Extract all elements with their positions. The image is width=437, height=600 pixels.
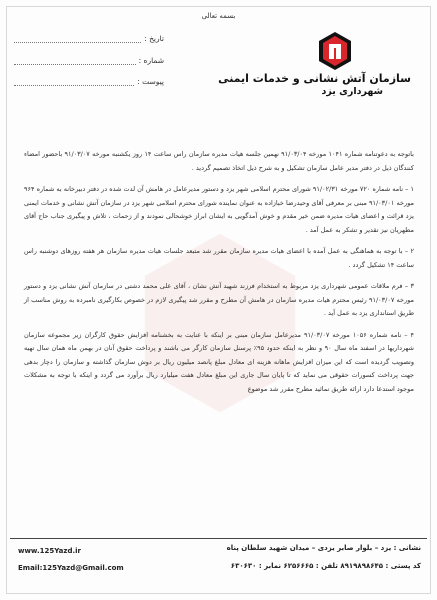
footer-email: Email:125Yazd@Gmail.com bbox=[18, 564, 124, 572]
footer-address: نشانی : یزد – بلوار صابر یزدی – میدان شهید سلطان پناه bbox=[226, 544, 421, 552]
body-paragraph-item-2: ۲ – با توجه به هماهنگی به عمل آمده با اعضای هیات مدیره سازمان مقرر شد متبعد جلسات هیات مدیره سازمان هر هفته روزهای دوشنبه راس ساعت ۱۴ تشکیل گردد . bbox=[24, 247, 414, 269]
number-line bbox=[14, 56, 136, 65]
attachment-label: پیوست : bbox=[137, 77, 164, 86]
fire-department-logo-icon bbox=[318, 32, 352, 70]
attachment-field bbox=[14, 77, 164, 86]
date-line bbox=[14, 34, 141, 43]
number-field bbox=[14, 56, 164, 65]
organization-name: سازمان آتش نشانی و خدمات ایمنی bbox=[218, 72, 411, 85]
footer-contact-codes: کد پستی : ۸۹۱۹۸۹۸۶۴۵ تلفن : ۶۲۵۶۶۶۵ نمابر : ۶۳۰۶۳۰ bbox=[230, 562, 421, 570]
footer-divider bbox=[10, 538, 427, 539]
number-label: شماره : bbox=[138, 56, 164, 65]
body-paragraph-intro: باتوجه به دعوتنامه شماره ۱۰۴۱ مورخه ۹۱/۰۳/۰۴ نهمین جلسه هیات مدیره سازمان راس ساعت ۱۴ روز یکشنبه مورخه ۹۱/۰۳/۰۷ باحضور امضاء کنندگان ذیل در دفتر مدیر عامل سازمان تشکیل و به شرح ذیل اتخاذ تصمیم گردید . bbox=[24, 150, 414, 172]
body-paragraph-item-3: ۳ – فرم ملاقات عمومی شهرداری یزد مربوط به استخدام فرزند شهید آتش نشان ، آقای علی محمد دشتی در سازمان آتش نشانی یزد و دستور مورخه ۹۱/۰۳/۰۷ رئیس محترم هیات مدیره سازمان در هامش آن مطرح و مقرر شد پیگیری لازم در خصوص بکارگیری نامبرده به روش مناسب از طریق استانداری یزد به عمل آید . bbox=[24, 282, 414, 317]
footer-website: www.125Yazd.ir bbox=[18, 547, 81, 555]
attachment-line bbox=[14, 77, 134, 86]
date-field bbox=[14, 34, 164, 43]
letter-body bbox=[24, 148, 414, 404]
body-paragraph-item-4: ۴ – نامه شماره ۱۰۵۶ مورخه ۹۱/۰۳/۰۷ مدیرعامل سازمان مبنی بر اینکه با عنایت به بخشنامه افزایش حقوق کارگران زیر مجموعه سازمان شهرداریها در اسفند ماه سال ۹۰ و نظر به اینکه حدود ۹۵٪ پرسنل سازمان کارگر می باشند و پرداخت حقوق آنان در بهمن ماه همان سال تهیه وتصویب گردیده است که این میزان افزایش ماهانه هزینه ای معادل مبلغ پانصد میلیون ریال بر دوش سازمان گذاشته و سازمان را دچار بدهی جهت پرداخت کسورات حقوقی می نماید که تا پایان سال جاری این مبلغ معادل هفت میلیارد ریال برآورد می گردد و اینکه با توجه به مشکلات موجود استدعا دارد ارائه طریق نمائید مطرح مقرر شد موضوع bbox=[24, 330, 414, 393]
date-label: تاریخ : bbox=[144, 34, 164, 43]
organization-subtitle: شهرداری یزد bbox=[321, 86, 383, 97]
body-paragraph-item-1: ۱ – نامه شماره ۷۲۰ مورخه ۹۱/۰۲/۳۱ شورای محترم اسلامی شهر یزد و دستور مدیرعامل در هامش آن لدت شده در دفتر دبیرخانه به شماره ۹۶۴ مورخه ۹۱/۰۳/۰۱ مبنی بر معرفی آقای وحیدرضا خبازاده به عنوان نماینده شورای محترم اسلامی شهر یزد در سازمان آتش نشانی و خدمات ایمنی یزد قرائت و اعضای هیات مدیره ضمن خیر مقدم و خوش آمدگویی به ایشان ابراز خوشحالی نمودند و از زحمات ، تلاش و پیگیری جناب حاج آقای مطهریان نیز تقدیر و تشکر به عمل آمد . bbox=[24, 185, 414, 234]
bismillah-heading: بسمه تعالی bbox=[201, 12, 236, 20]
